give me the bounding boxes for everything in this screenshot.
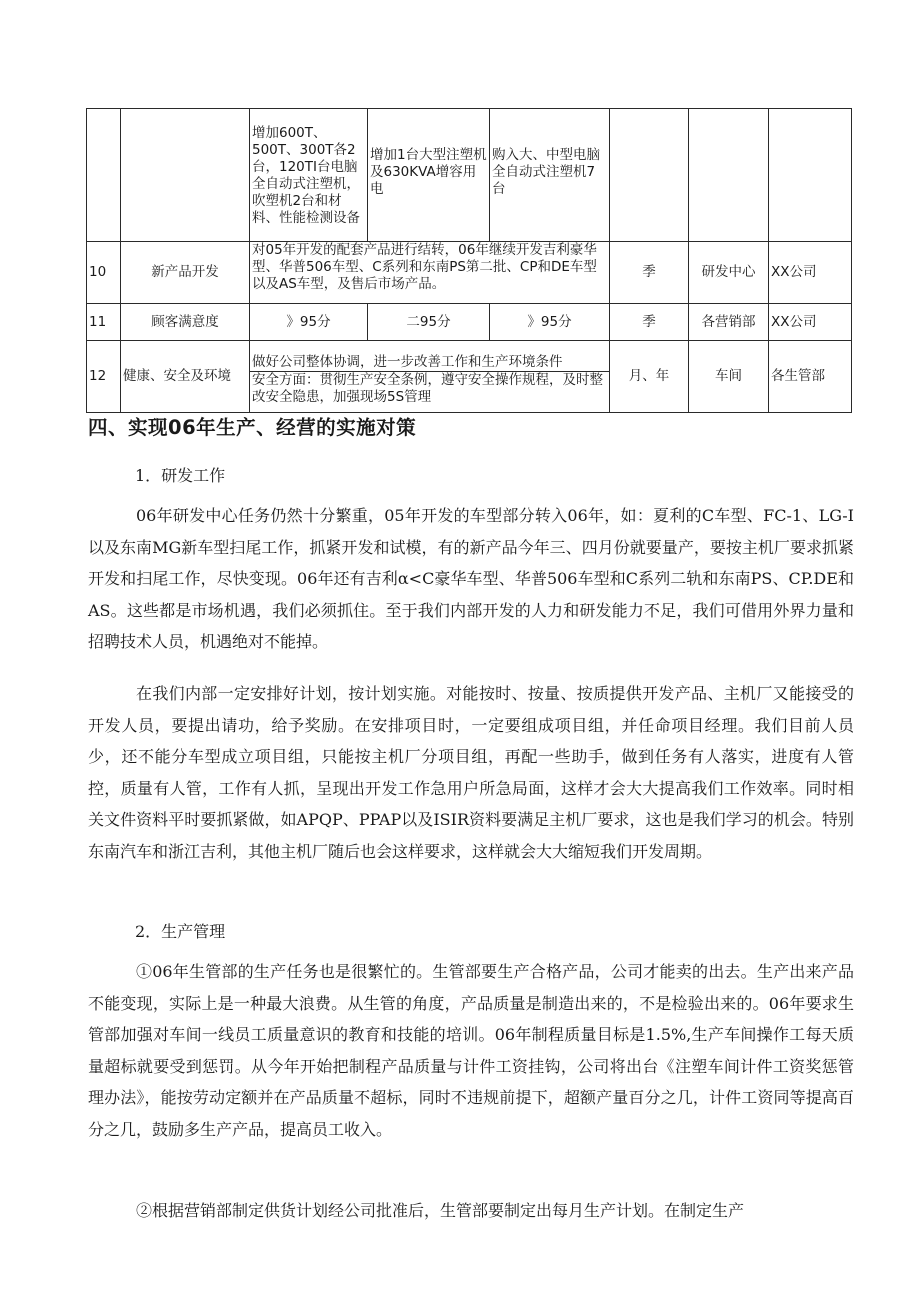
row-number: 11 bbox=[87, 304, 121, 341]
item-name: 新产品开发 bbox=[121, 242, 250, 304]
row-number: 12 bbox=[87, 341, 121, 413]
item-name: 顾客满意度 bbox=[121, 304, 250, 341]
subsection-title: 1．研发工作 bbox=[135, 466, 226, 485]
table-row bbox=[87, 304, 852, 341]
table-cell: 购入大、中型电脑全自动式注塑机7台 bbox=[490, 109, 610, 242]
table-cell bbox=[689, 109, 769, 242]
plan-table bbox=[86, 108, 852, 413]
department: 车间 bbox=[689, 341, 769, 413]
paragraph: 06年研发中心任务仍然十分繁重，05年开发的车型部分转入06年，如：夏利的C车型、FC-1、LG-I以及东南MG新车型扫尾工作，抓紧开发和试模，有的新产品今年三、四月份就要量产，要按主机厂要求抓紧开发和扫尾工作，尽快变现。06年还有吉利α<C豪华车型、华普506车型和C系列二轨和东南PS、CP.DE和AS。这些都是市场机遇，我们必须抓住。至于我们内部开发的人力和研发能力不足，我们可借用外界力量和招聘技术人员，机遇绝对不能掉。 bbox=[88, 506, 854, 651]
paragraph: ②根据营销部制定供货计划经公司批准后，生管部要制定出每月生产计划。在制定生产 bbox=[136, 1201, 745, 1220]
department: 各营销部 bbox=[689, 304, 769, 341]
item-content: 对05年开发的配套产品进行结转，06年继续开发吉利豪华型、华普506车型、C系列和东南PS第二批、CP和DE车型以及AS车型，及售后市场产品。 bbox=[250, 242, 610, 304]
paragraph: 在我们内部一定安排好计划，按计划实施。对能按时、按量、按质提供开发产品、主机厂又能接受的开发人员，要提出请功，给予奖励。在安排项目时，一定要组成项目组，并任命项目经理。我们目前人员少，还不能分车型成立项目组，只能按主机厂分项目组，再配一些助手，做到任务有人落实，进度有人管控，质量有人管，工作有人抓，呈现出开发工作急用户所急局面，这样才会大大提高我们工作效率。同时相关文件资料平时要抓紧做，如APQP、PPAP以及ISIR资料要满足主机厂要求，这也是我们学习的机会。特别东南汽车和浙江吉利，其他主机厂随后也会这样要求，这样就会大大缩短我们开发周期。 bbox=[88, 684, 854, 861]
content-line: 安全方面：贯彻生产安全条例，遵守安全操作规程，及时整改安全隐患，加强现场5S管理 bbox=[250, 371, 609, 406]
table-cell bbox=[610, 109, 689, 242]
period: 季 bbox=[610, 304, 689, 341]
item-name: 健康、安全及环境 bbox=[121, 341, 250, 413]
target-value: 》95分 bbox=[250, 304, 368, 341]
target-value: 二95分 bbox=[368, 304, 490, 341]
table-row bbox=[87, 109, 852, 242]
target-value: 》95分 bbox=[490, 304, 610, 341]
table-cell bbox=[87, 109, 121, 242]
table-row bbox=[87, 242, 852, 304]
period: 月、年 bbox=[610, 341, 689, 413]
department: 研发中心 bbox=[689, 242, 769, 304]
table-cell bbox=[121, 109, 250, 242]
table-cell: 增加600T、500T、300T各2台，120TI台电脑全自动式注塑机，吹塑机2台和材料、性能检测设备 bbox=[250, 109, 368, 242]
row-number: 10 bbox=[87, 242, 121, 304]
responsible: 各生管部 bbox=[769, 341, 852, 413]
content-split bbox=[250, 341, 609, 412]
period: 季 bbox=[610, 242, 689, 304]
table-row bbox=[87, 341, 852, 413]
subsection-title: 2．生产管理 bbox=[135, 922, 226, 941]
item-content bbox=[250, 341, 610, 413]
responsible: XX公司 bbox=[769, 304, 852, 341]
table-cell: 增加1台大型注塑机及630KVA增容用电 bbox=[368, 109, 490, 242]
responsible: XX公司 bbox=[769, 242, 852, 304]
content-line: 做好公司整体协调，进一步改善工作和生产环境条件 bbox=[252, 354, 563, 370]
section-title: 四、实现06年生产、经营的实施对策 bbox=[88, 416, 417, 439]
paragraph: ①06年生管部的生产任务也是很繁忙的。生管部要生产合格产品，公司才能卖的出去。生产出来产品不能变现，实际上是一种最大浪费。从生管的角度，产品质量是制造出来的，不是检验出来的。06年要求生管部加强对车间一线员工质量意识的教育和技能的培训。06年制程质量目标是1.5%,生产车间操作工每天质量超标就要受到惩罚。从今年开始把制程产品质量与计件工资挂钩，公司将出台《注塑车间计件工资奖惩管理办法》，能按劳动定额并在产品质量不超标，同时不违规前提下，超额产量百分之几，计件工资同等提高百分之几，鼓励多生产产品，提高员工收入。 bbox=[88, 962, 854, 1139]
table-cell bbox=[769, 109, 852, 242]
